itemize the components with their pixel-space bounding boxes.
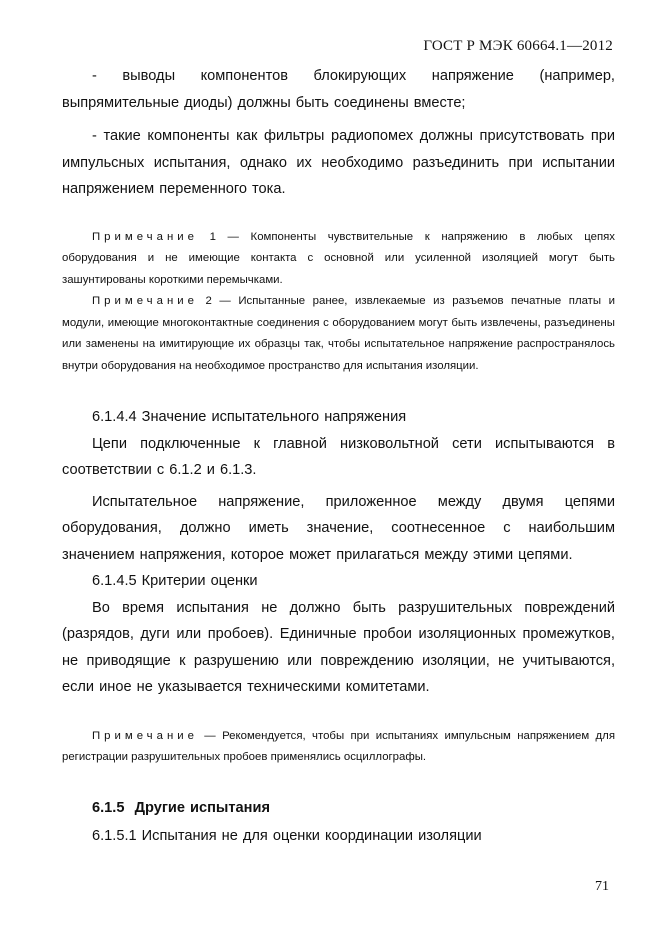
note-oscillographs-label: Примечание bbox=[92, 729, 198, 742]
section-title-6-1-5: Другие испытания bbox=[134, 799, 270, 816]
note-1-label: Примечание bbox=[92, 230, 198, 243]
note-oscillographs-text: — Рекомендуется, чтобы при испытаниях импульсным напряжением для регистрации разрушительных пробоев применялись осциллографы. bbox=[62, 729, 615, 763]
section-heading-6-1-4-4: 6.1.4.4 Значение испытательного напряжения bbox=[92, 409, 407, 425]
note-oscillographs bbox=[62, 726, 615, 769]
paragraph-test-voltage: Испытательное напряжение, приложенное между двумя цепями оборудования, должно иметь значение, соотнесенное с наибольшим значением напряжения, которое может прилагаться между этими цепями. bbox=[62, 493, 615, 563]
page-content bbox=[62, 63, 615, 850]
paragraph-rfi-filters: - такие компоненты как фильтры радиопомех должны присутствовать при импульсных испытания, однако их необходимо разъединить при испытании напряжением переменного тока. bbox=[62, 128, 615, 197]
notes-group bbox=[62, 227, 615, 378]
note-2-text: 2 — Испытанные ранее, извлекаемые из разъемов печатные платы и модули, имеющие многоконтактные соединения с оборудованием могут быть извлечены, разъединены или заменены на имитирующие их образцы так, чтобы испытательное напряжение распространялось внутри оборудования на необходимое пространство для испытания изоляции. bbox=[62, 295, 615, 372]
document-standard-id: ГОСТ Р МЭК 60664.1—2012 bbox=[423, 38, 613, 54]
section-number-6-1-5: 6.1.5 bbox=[92, 799, 125, 816]
section-heading-6-1-4-5: 6.1.4.5 Критерии оценки bbox=[92, 573, 258, 589]
section-heading-6-1-5 bbox=[62, 795, 615, 822]
paragraph-diode-terminals: - выводы компонентов блокирующих напряжение (например, выпрямительные диоды) должны быть соединены вместе; bbox=[62, 68, 615, 111]
note-1 bbox=[62, 227, 615, 292]
note-2 bbox=[62, 291, 615, 377]
paragraph-evaluation-criteria: Во время испытания не должно быть разрушительных повреждений (разрядов, дуги или пробоев). Единичные пробои изоляционных промежутков, не приводящие к разрушению или повреждению изоляции, не учитываются, если иное не указывается техническими комитетами. bbox=[62, 599, 615, 695]
paragraph-circuits-tested: Цепи подключенные к главной низковольтной сети испытываются в соответствии с 6.1.2 и 6.1.3. bbox=[62, 435, 615, 478]
page-number: 71 bbox=[595, 879, 609, 894]
section-heading-6-1-5-1: 6.1.5.1 Испытания не для оценки координации изоляции bbox=[92, 828, 482, 844]
note-1-text: 1 — Компоненты чувствительные к напряжению в любых цепях оборудования и не имеющие контакта с основной или усиленной изоляцией могут быть зашунтированы короткими перемычками. bbox=[62, 230, 615, 286]
note-2-label: Примечание bbox=[92, 295, 198, 307]
